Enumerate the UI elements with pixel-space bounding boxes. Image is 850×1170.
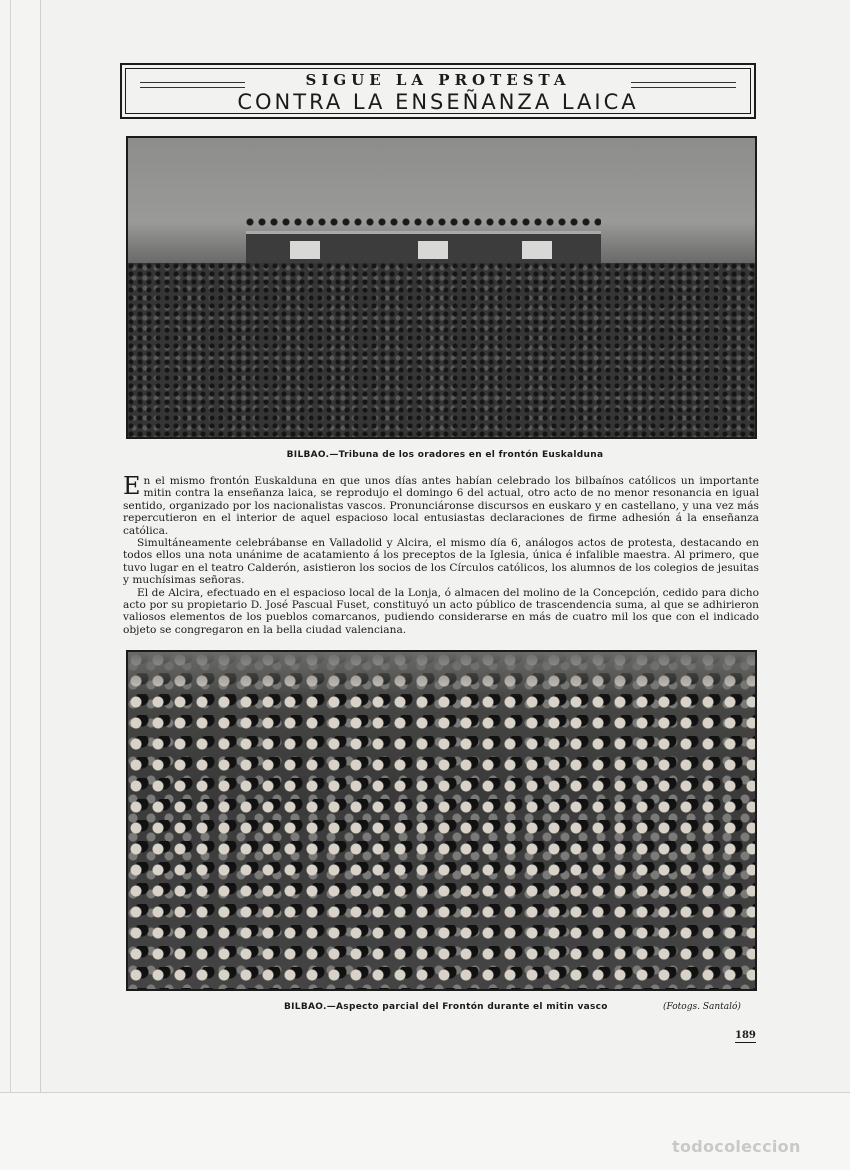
page-binding: [0, 0, 40, 1169]
headline-box: [120, 63, 756, 119]
scan-background: [0, 1092, 850, 1170]
crowd: [128, 263, 755, 437]
watermark-logo: todocoleccion: [672, 1137, 801, 1156]
platform-people: [246, 218, 601, 232]
headline-line-1: SIGUE LA PROTESTA: [305, 71, 571, 89]
platform-sign: [290, 241, 320, 259]
photo-fronton-crowd: [126, 650, 757, 991]
photo-speakers-tribune: [126, 136, 757, 439]
photo-credit: (Fotogs. Santaló): [663, 1002, 741, 1012]
platform-sign: [522, 241, 552, 259]
crowd-background: [128, 652, 755, 697]
article-paragraph-2: Simultáneamente celebrábanse en Valladolid y Alcira, el mismo día 6, análogos actos de protesta, destacando en todos ellos una nota unánime de acatamiento á los preceptos de la Iglesia, única é infalible maestra. Al primero, que tuvo lugar en el teatro Calderón, asistieron los socios de los Círculos católicos, los alumnos de los colegios de jesuitas y muchísimas señoras.: [123, 537, 759, 587]
article-paragraph-1: En el mismo frontón Euskalduna en que unos días antes habían celebrado los bilbaínos católicos un importante mitin contra la enseñanza laica, se reprodujo el domingo 6 del actual, otro acto de no menor resonancia en igual sentido, organizado por los nacionalistas vascos. Pronunciáronse discursos en euskaro y en castellano, y una vez más repercutieron en el interior de aquel espacioso local entusiastas declaraciones de firme adhesión á la enseñanza católica.: [123, 472, 759, 537]
article-paragraph-3: El de Alcira, efectuado en el espacioso local de la Lonja, ó almacen del molino de la Concepción, cedido para dicho acto por su propietario D. José Pascual Fuset, constituyó un acto público de trascendencia suma, al que se adhirieron valiosos elementos de los pueblos comarcanos, pudiendo considerarse en más de cuatro mil los que con el indicado objeto se congregaron en la bella ciudad valenciana.: [123, 586, 759, 636]
platform-sign: [418, 241, 448, 259]
article-body: [123, 472, 759, 636]
page-number: 189: [735, 1030, 756, 1041]
headline-line-2: CONTRA LA ENSEÑANZA LAICA: [237, 90, 639, 114]
drop-cap: E: [123, 472, 141, 500]
photo-caption-2: BILBAO.—Aspecto parcial del Frontón durante el mitin vasco: [284, 1002, 608, 1012]
photo-caption-1: BILBAO.—Tribuna de los oradores en el frontón Euskalduna: [286, 450, 604, 460]
